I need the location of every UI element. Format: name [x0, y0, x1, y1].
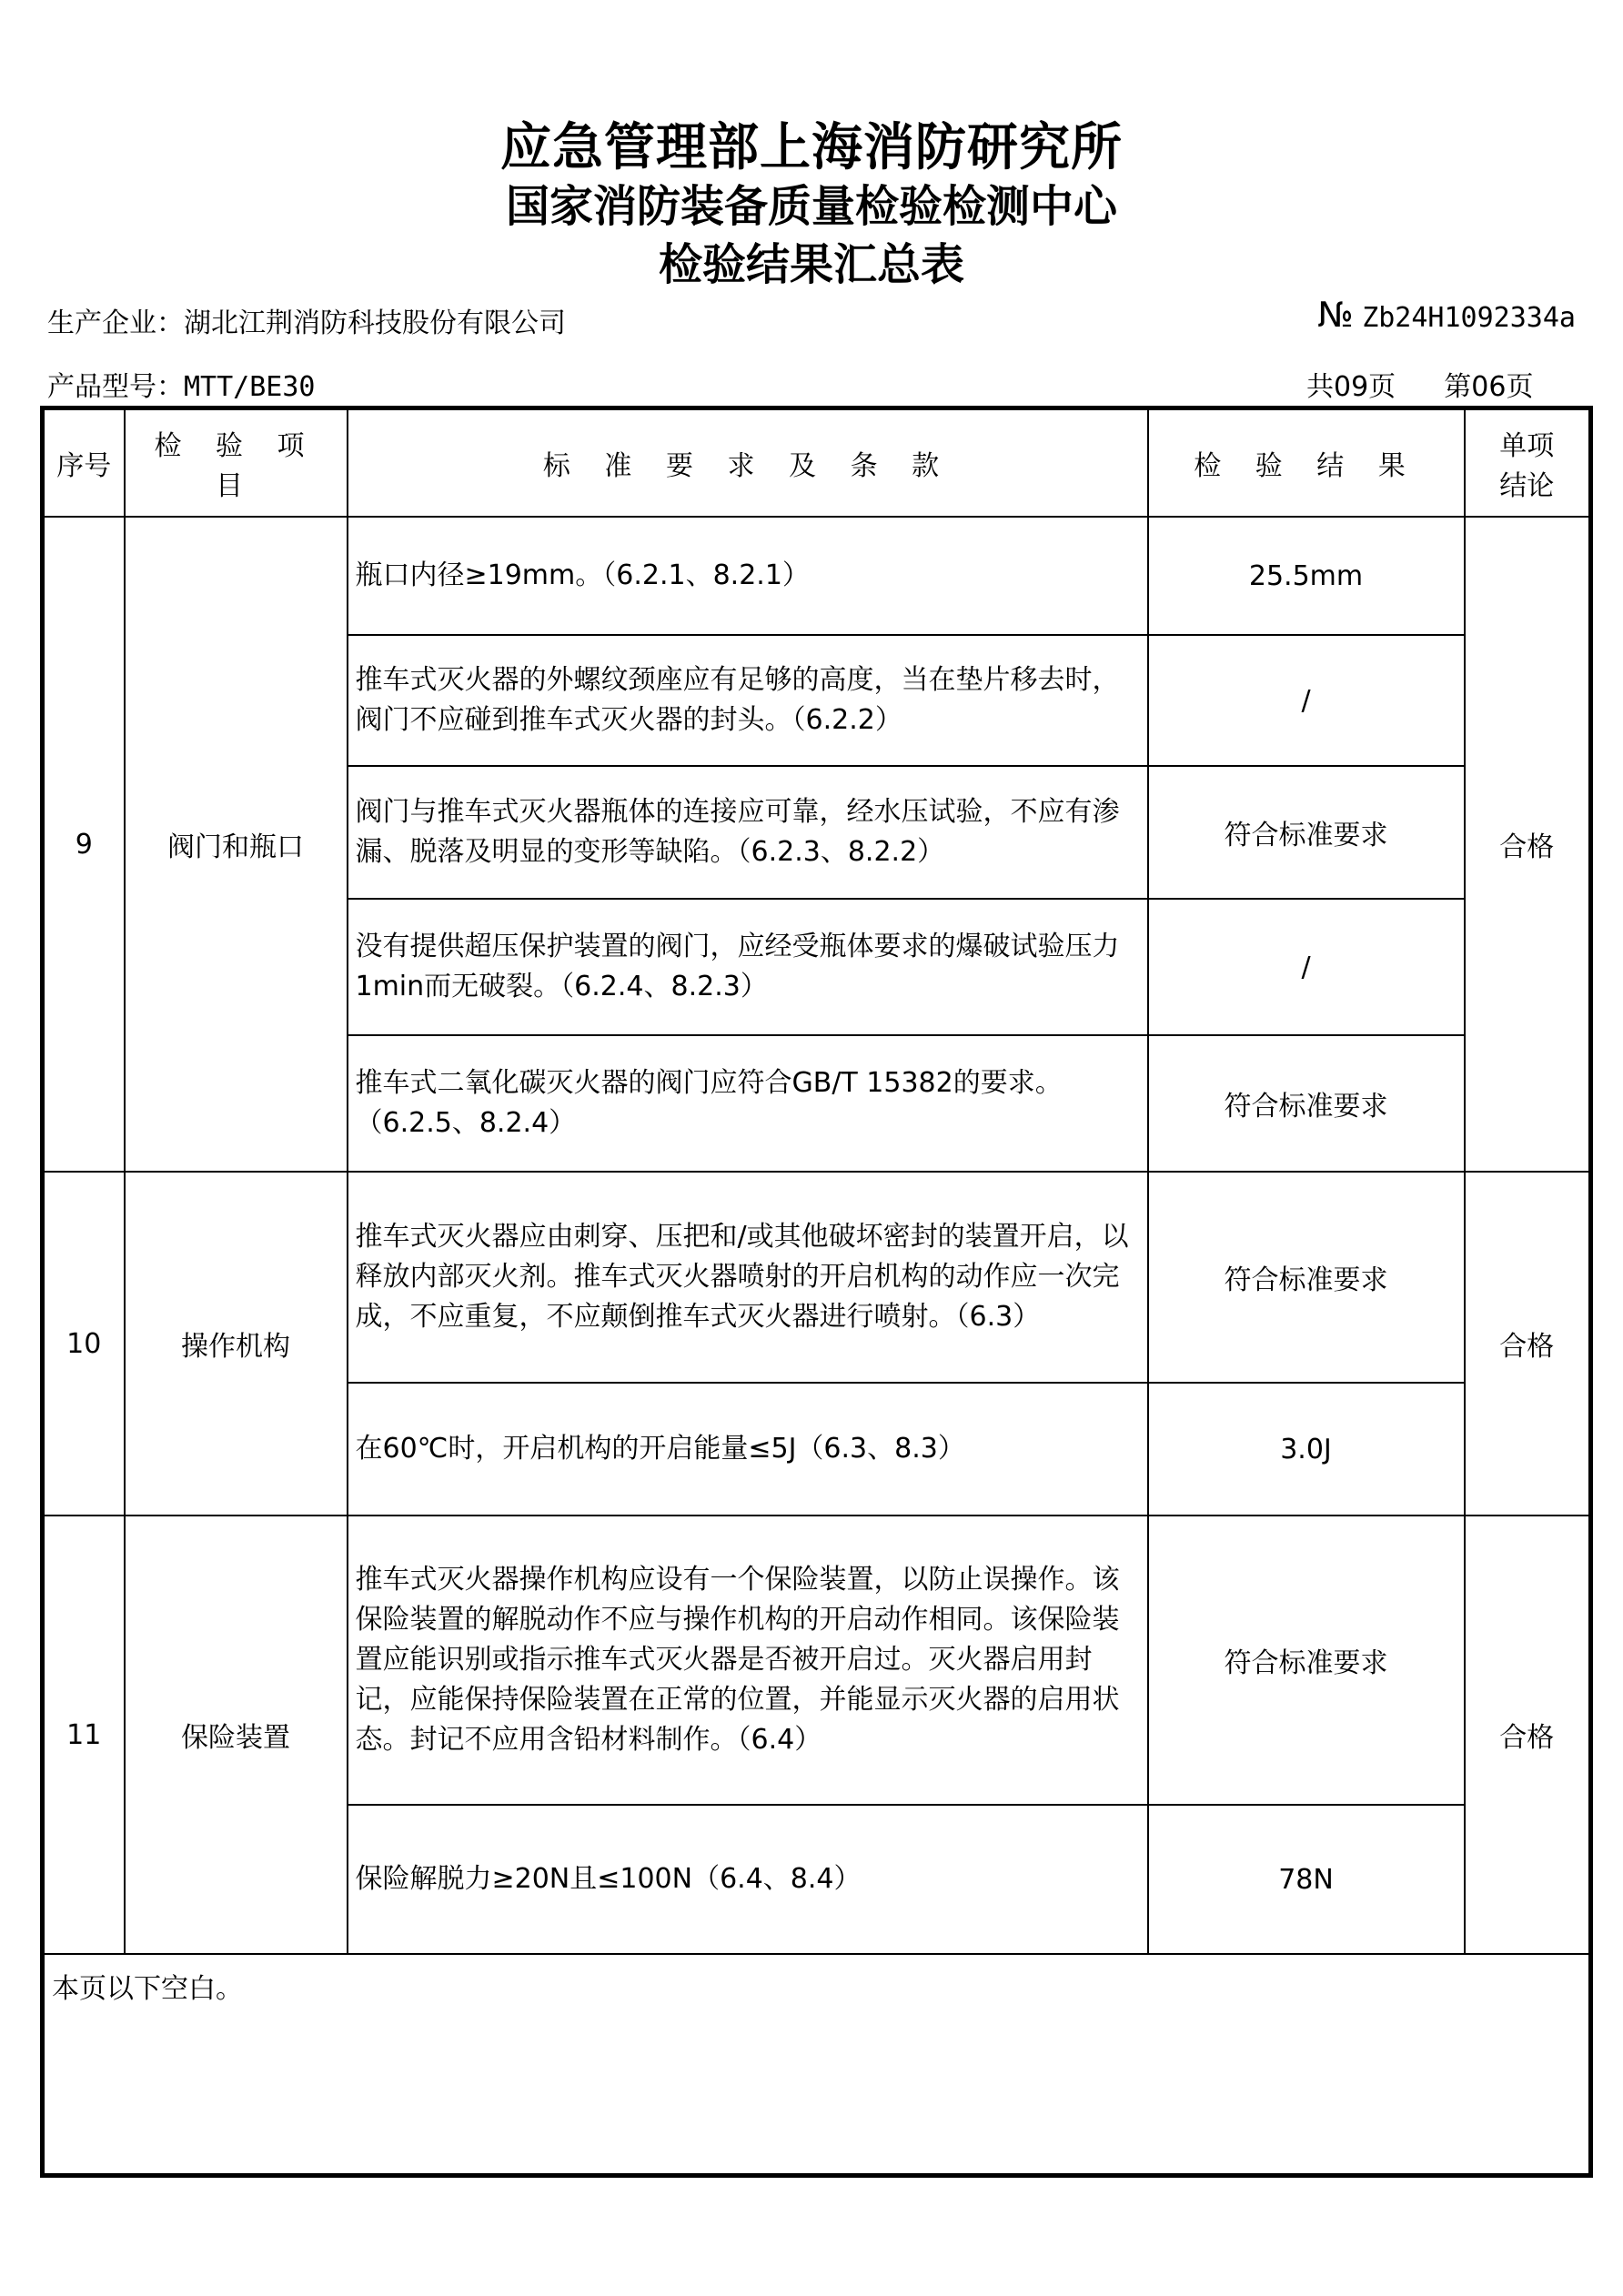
result-cell: 符合标准要求 — [1148, 1035, 1465, 1172]
group-conclusion: 合格 — [1465, 1172, 1591, 1516]
result-cell: 25.5mm — [1148, 517, 1465, 635]
group-item: 保险装置 — [125, 1516, 348, 1954]
result-cell: 78N — [1148, 1805, 1465, 1954]
header-seq: 序号 — [43, 408, 125, 518]
model-line — [47, 364, 316, 404]
group-item: 操作机构 — [125, 1172, 348, 1516]
report-number-value: Zb24H1092334a — [1362, 302, 1576, 334]
page-info — [1306, 364, 1533, 404]
blank-row — [43, 1954, 1591, 2176]
requirement-cell: 推车式二氧化碳灭火器的阀门应符合GB/T 15382的要求。（6.2.5、8.2.4） — [348, 1035, 1148, 1172]
result-cell: 符合标准要求 — [1148, 1172, 1465, 1383]
table-row — [43, 1516, 1591, 1805]
requirement-cell: 阀门与推车式灭火器瓶体的连接应可靠，经水压试验，不应有渗漏、脱落及明显的变形等缺陷。（6.2.3、8.2.2） — [348, 766, 1148, 899]
requirement-cell: 保险解脱力≥20N且≤100N（6.4、8.4） — [348, 1805, 1148, 1954]
title-institute: 应急管理部上海消防研究所 — [500, 118, 1123, 177]
result-cell: 3.0J — [1148, 1383, 1465, 1516]
table-header-row — [43, 408, 1591, 518]
model-label: 产品型号： — [47, 371, 184, 403]
result-cell: 符合标准要求 — [1148, 766, 1465, 899]
report-number — [1317, 295, 1576, 335]
page-total: 共09页 — [1306, 371, 1396, 403]
result-cell: 符合标准要求 — [1148, 1516, 1465, 1805]
group-seq: 10 — [43, 1172, 125, 1516]
group-item: 阀门和瓶口 — [125, 517, 348, 1172]
requirement-cell: 瓶口内径≥19mm。（6.2.1、8.2.1） — [348, 517, 1148, 635]
header-requirement: 标 准 要 求 及 条 款 — [348, 408, 1148, 518]
group-conclusion: 合格 — [1465, 1516, 1591, 1954]
header-conclusion-line2: 结论 — [1499, 470, 1555, 502]
number-sign: № — [1317, 295, 1354, 335]
requirement-cell: 在60℃时，开启机构的开启能量≤5J（6.3、8.3） — [348, 1383, 1148, 1516]
group-seq: 9 — [43, 517, 125, 1172]
title-report: 检验结果汇总表 — [658, 239, 964, 290]
header-conclusion — [1465, 408, 1591, 518]
header-result: 检 验 结 果 — [1148, 408, 1465, 518]
result-cell: / — [1148, 635, 1465, 766]
header-conclusion-line1: 单项 — [1499, 430, 1555, 462]
title-center: 国家消防装备质量检验检测中心 — [505, 181, 1117, 232]
result-cell: / — [1148, 899, 1465, 1035]
model-value: MTT/BE30 — [184, 371, 316, 403]
requirement-cell: 推车式灭火器应由刺穿、压把和/或其他破坏密封的装置开启，以释放内部灭火剂。推车式灭火器喷射的开启机构的动作应一次完成，不应重复，不应颠倒推车式灭火器进行喷射。（6.3） — [348, 1172, 1148, 1383]
results-table — [40, 406, 1593, 2178]
group-seq: 11 — [43, 1516, 125, 1954]
manufacturer-value: 湖北江荆消防科技股份有限公司 — [184, 307, 566, 339]
requirement-cell: 推车式灭火器操作机构应设有一个保险装置，以防止误操作。该保险装置的解脱动作不应与操作机构的开启动作相同。该保险装置应能识别或指示推车式灭火器是否被开启过。灭火器启用封记，应能保持保险装置在正常的位置，并能显示灭火器的启用状态。封记不应用含铅材料制作。（6.4） — [348, 1516, 1148, 1805]
page-current: 第06页 — [1444, 371, 1534, 403]
requirement-cell: 没有提供超压保护装置的阀门，应经受瓶体要求的爆破试验压力1min而无破裂。（6.2.4、8.2.3） — [348, 899, 1148, 1035]
header-item: 检 验 项 目 — [125, 408, 348, 518]
table-row — [43, 1172, 1591, 1383]
requirement-cell: 推车式灭火器的外螺纹颈座应有足够的高度，当在垫片移去时，阀门不应碰到推车式灭火器的封头。（6.2.2） — [348, 635, 1148, 766]
manufacturer-line — [47, 300, 566, 340]
manufacturer-label: 生产企业： — [47, 307, 184, 339]
table-row — [43, 517, 1591, 635]
group-conclusion: 合格 — [1465, 517, 1591, 1172]
blank-note: 本页以下空白。 — [43, 1954, 1591, 2176]
